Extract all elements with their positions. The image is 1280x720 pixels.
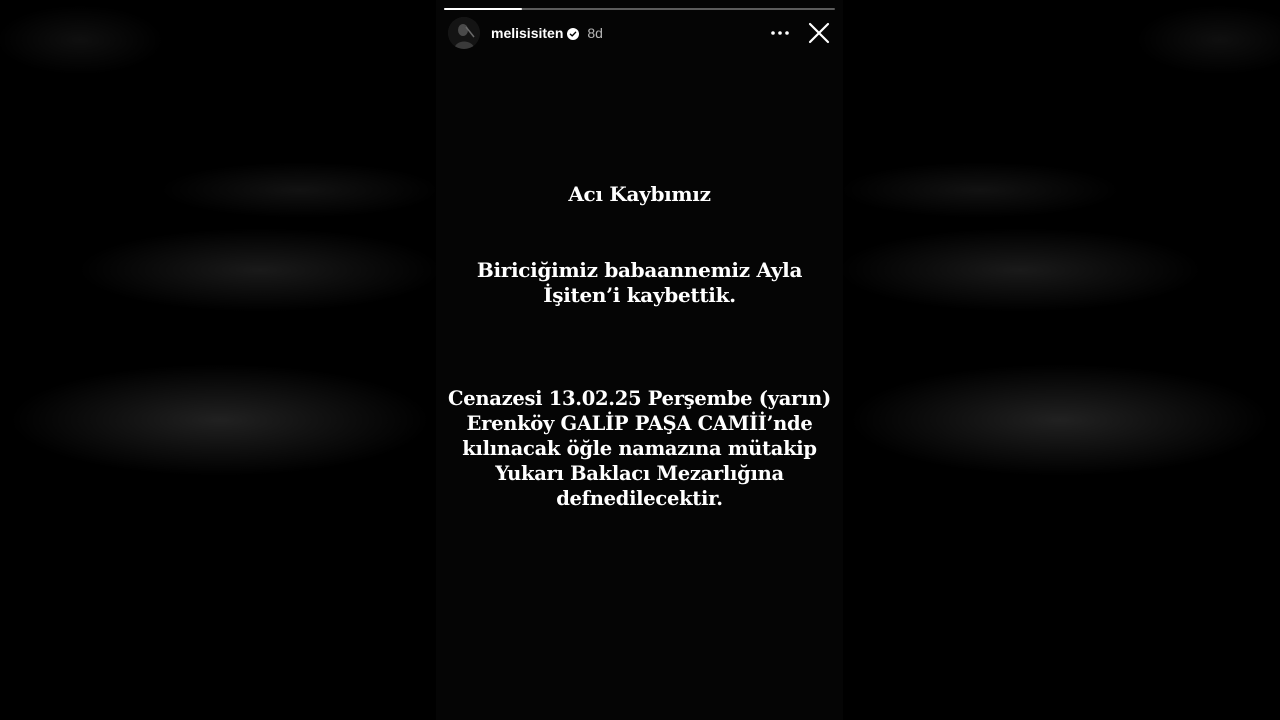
paragraph-2-line: Yukarı Baklacı Mezarlığına [495, 462, 784, 485]
story-title [436, 182, 843, 207]
story-paragraph-2 [436, 386, 843, 511]
paragraph-2-line: Cenazesi 13.02.25 Perşembe (yarın) [448, 387, 831, 410]
close-icon [808, 22, 830, 44]
paragraph-1-line: Biriciğimiz babaannemiz Ayla [476, 258, 803, 282]
paragraph-2-line: Erenköy GALİP PAŞA CAMİİ’nde [466, 412, 813, 435]
verified-badge-icon [567, 27, 579, 39]
avatar-image [448, 17, 480, 49]
paragraph-1-line: İşiten’i kaybettik. [543, 283, 736, 307]
more-options-button[interactable] [763, 17, 797, 49]
story-card[interactable] [436, 0, 843, 720]
more-options-icon [771, 31, 789, 35]
story-title-text: Acı Kaybımız [568, 182, 711, 206]
avatar[interactable] [448, 17, 480, 49]
close-button[interactable] [803, 17, 835, 49]
post-time: 8d [587, 25, 603, 41]
story-header [448, 17, 835, 49]
paragraph-2-line: kılınacak öğle namazına mütakip [462, 437, 817, 460]
username[interactable]: melisisiten [491, 25, 564, 41]
paragraph-2-line: defnedilecektir. [556, 487, 723, 510]
story-paragraph-1 [436, 258, 843, 308]
story-progress-fill [444, 8, 522, 10]
story-progress-bar [444, 8, 835, 10]
